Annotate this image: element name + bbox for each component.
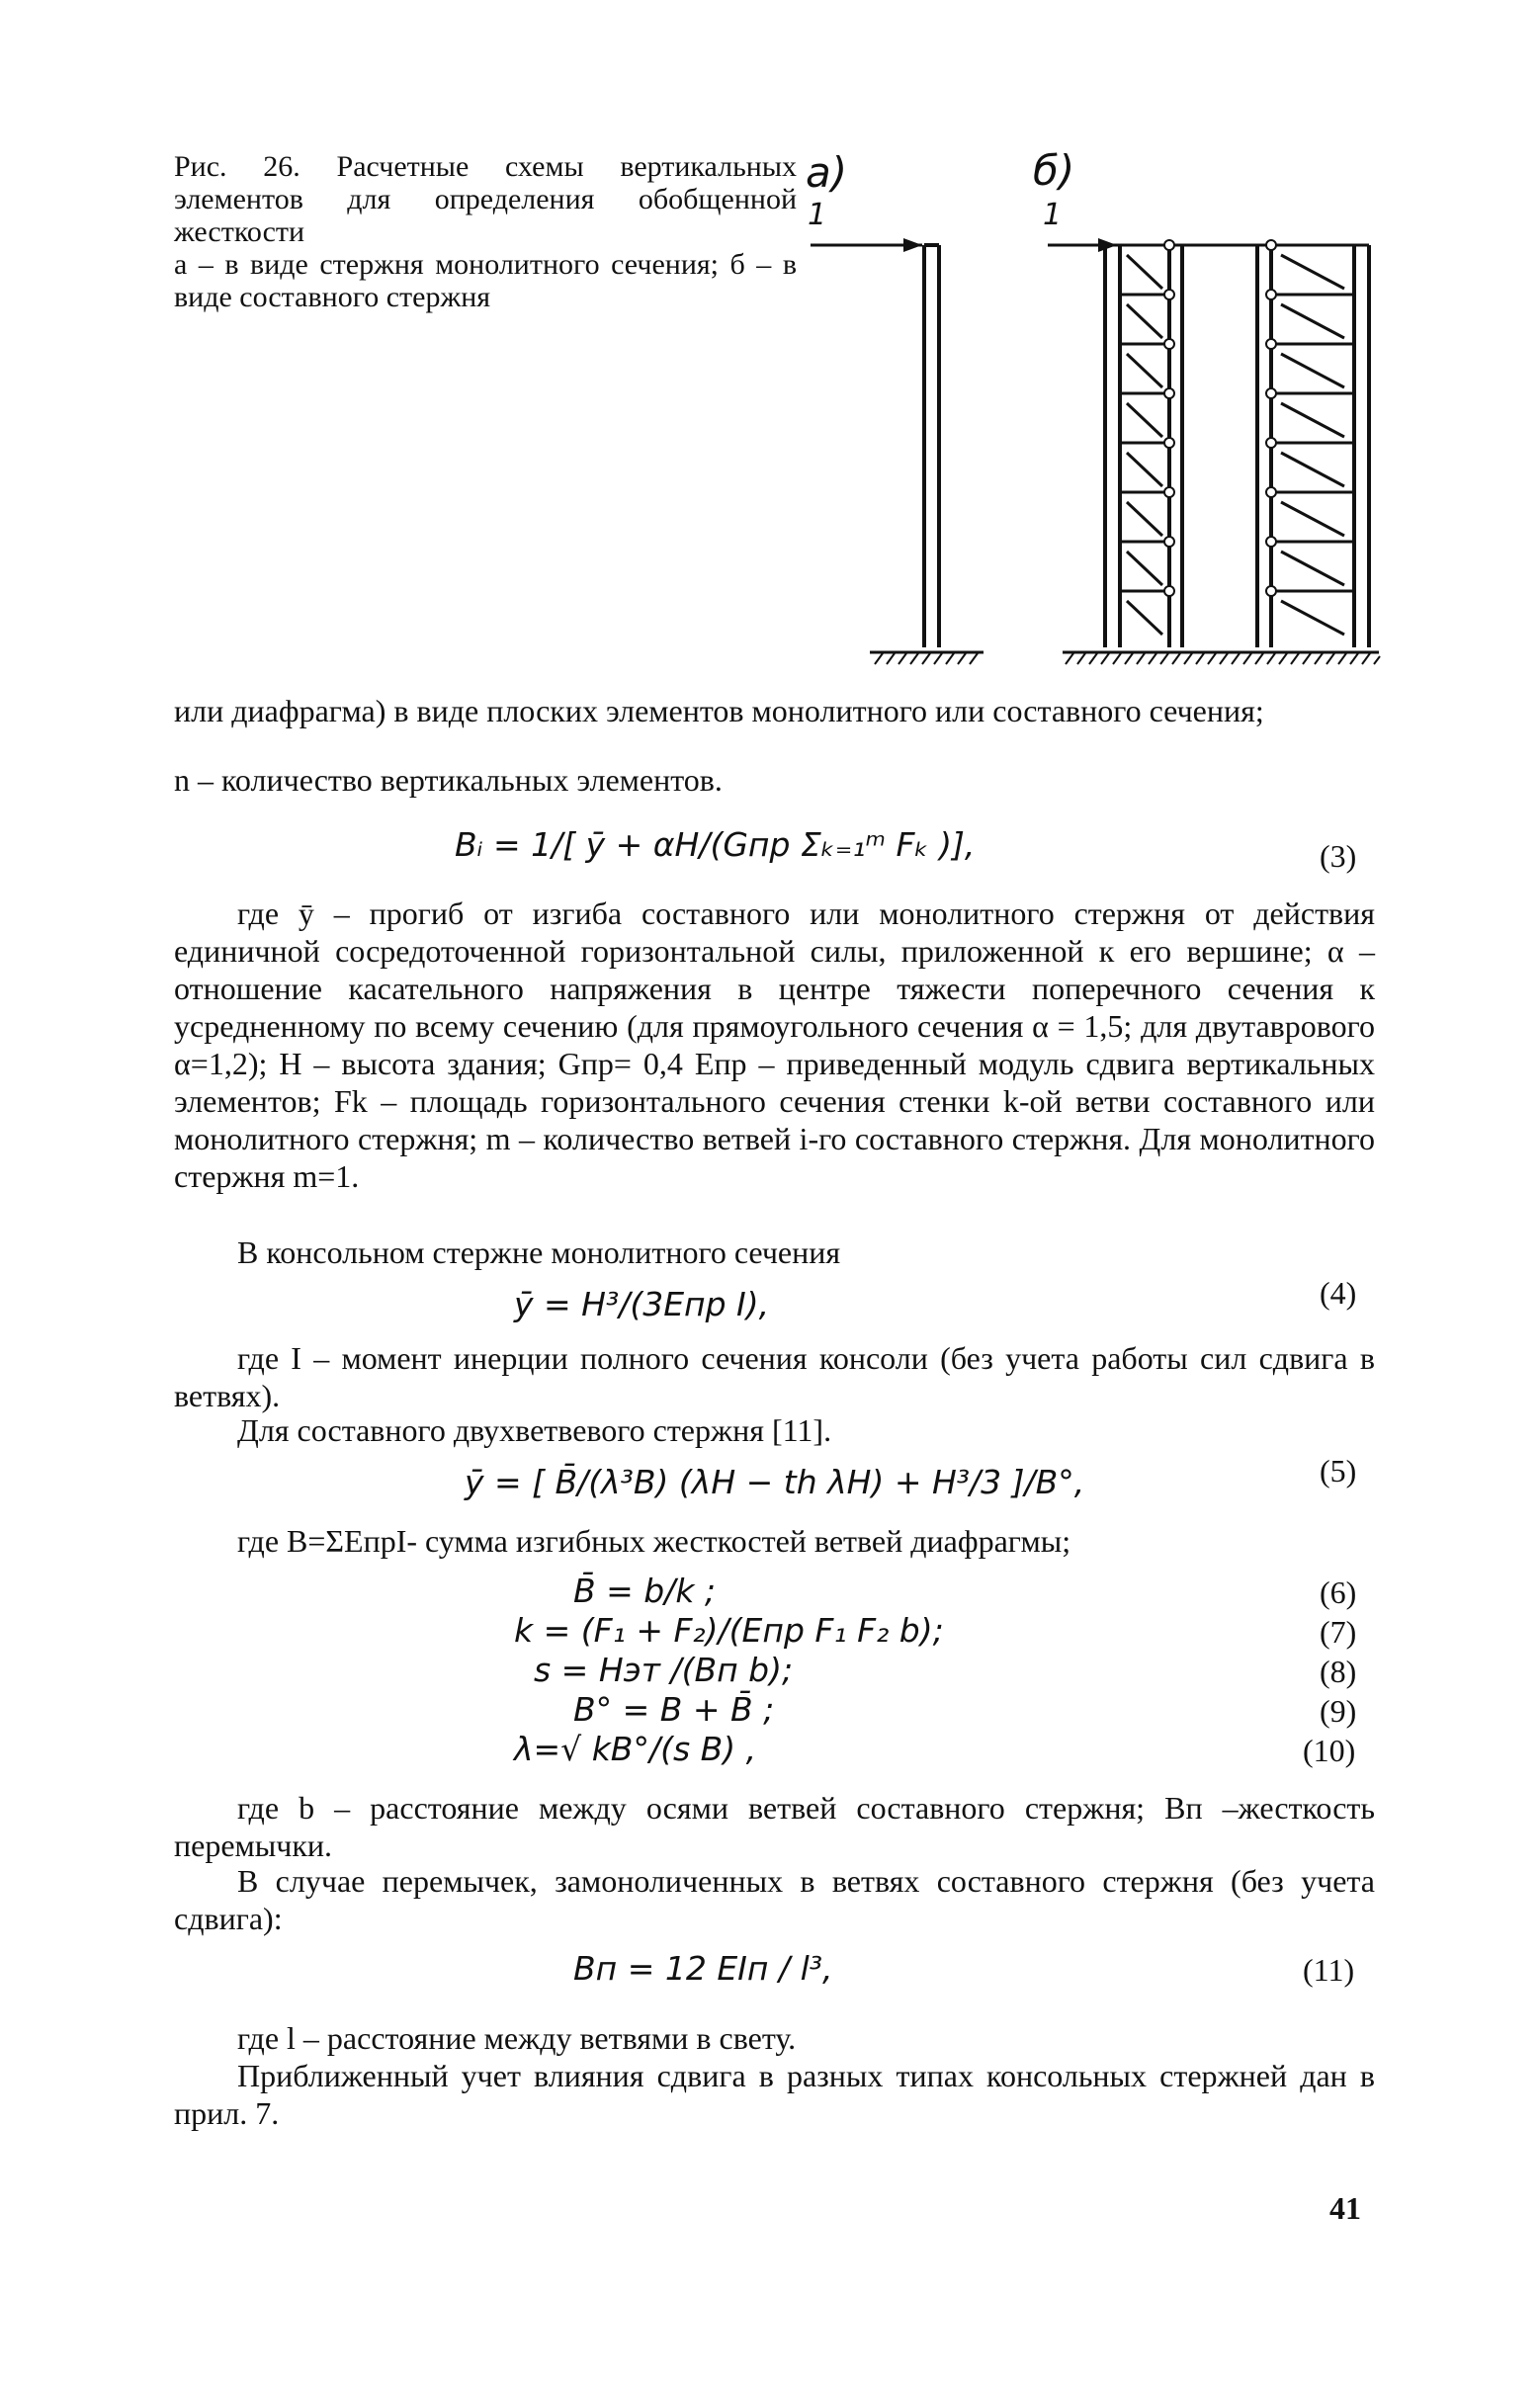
scheme-a-monolithic-column xyxy=(811,238,984,664)
equation-9: B° = B + B̄ ; xyxy=(573,1690,775,1729)
caption-legend: а – в виде стержня монолитного сечения; б – в виде составного стержня xyxy=(174,248,797,313)
page-number: 41 xyxy=(1329,2190,1361,2226)
scheme-b-composite-column xyxy=(1048,238,1380,664)
paragraph-6: Для составного двухветвевого стержня [11]. xyxy=(237,1412,832,1448)
equation-4-number: (4) xyxy=(1320,1275,1357,1311)
equation-3-number: (3) xyxy=(1320,838,1357,874)
load-number-a: 1 xyxy=(808,198,827,232)
figure-label-a: а) xyxy=(806,148,848,197)
equation-11: Bп = 12 EIп / l³, xyxy=(573,1949,833,1988)
paragraph-5: где I – момент инерции полного сечения консоли (без учета работы сил сдвига в ветвях). xyxy=(174,1340,1375,1413)
equation-8-number: (8) xyxy=(1320,1654,1357,1689)
paragraph-7: где B=ΣEпрI- сумма изгибных жесткостей ветвей диафрагмы; xyxy=(237,1523,1071,1559)
paragraph-3: где ȳ – прогиб от изгиба составного или монолитного стержня от действия единичной сосредоточенной горизонтальной силы, приложенной к его вершине; α – отношение касательного напряжения в центре тяжести поперечного сечения к усредненному по всему сечению (для прямоугольного сечения α = 1,5; для двутаврового α=1,2); H – высота здания; Gпр= 0,4 Eпр – приведенный модуль сдвига вертикальных элементов; Fk – площадь горизонтального сечения стенки k-ой ветви составного или монолитного стержня; m – количество ветвей i-го составного стержня. Для монолитного стержня m=1. xyxy=(174,895,1375,1194)
paragraph-9: В случае перемычек, замоноличенных в ветвях составного стержня (без учета сдвига): xyxy=(174,1863,1375,1936)
paragraph-10: где l – расстояние между ветвями в свету. xyxy=(237,2020,797,2056)
equation-10: λ=√ kB°/(s B) , xyxy=(514,1730,757,1768)
equation-7: k = (F₁ + F₂)/(Eпр F₁ F₂ b); xyxy=(514,1611,944,1650)
equation-6-number: (6) xyxy=(1320,1574,1357,1610)
paragraph-1: или диафрагма) в виде плоских элементов монолитного или составного сечения; xyxy=(174,693,1264,728)
load-number-b: 1 xyxy=(1043,198,1063,232)
equation-3: Bᵢ = 1/[ ȳ + αH/(Gпр Σₖ₌₁ᵐ Fₖ )], xyxy=(455,825,976,864)
structural-schemes-figure xyxy=(0,0,1540,692)
paragraph-11: Приближенный учет влияния сдвига в разных типах консольных стержней дан в прил. 7. xyxy=(174,2058,1375,2131)
equation-11-number: (11) xyxy=(1303,1952,1355,1988)
equation-9-number: (9) xyxy=(1320,1693,1357,1729)
paragraph-2: n – количество вертикальных элементов. xyxy=(174,762,723,798)
equation-4: ȳ = H³/(3Eпр I), xyxy=(514,1285,770,1323)
caption-title: Рис. 26. Расчетные схемы вертикальных элементов для определения обобщенной жесткости xyxy=(174,150,797,248)
equation-10-number: (10) xyxy=(1303,1733,1356,1768)
equation-7-number: (7) xyxy=(1320,1614,1357,1650)
equation-5-number: (5) xyxy=(1320,1453,1357,1488)
paragraph-8: где b – расстояние между осями ветвей составного стержня; Bп –жесткость перемычки. xyxy=(174,1790,1375,1863)
paragraph-4: В консольном стержне монолитного сечения xyxy=(237,1234,841,1270)
figure-label-b: б) xyxy=(1033,146,1075,195)
equation-6: B̄ = b/k ; xyxy=(573,1572,717,1610)
equation-5: ȳ = [ B̄/(λ³B) (λH − th λH) + H³/3 ]/B°, xyxy=(465,1463,1085,1501)
equation-8: s = Hэт /(Bп b); xyxy=(534,1651,794,1689)
